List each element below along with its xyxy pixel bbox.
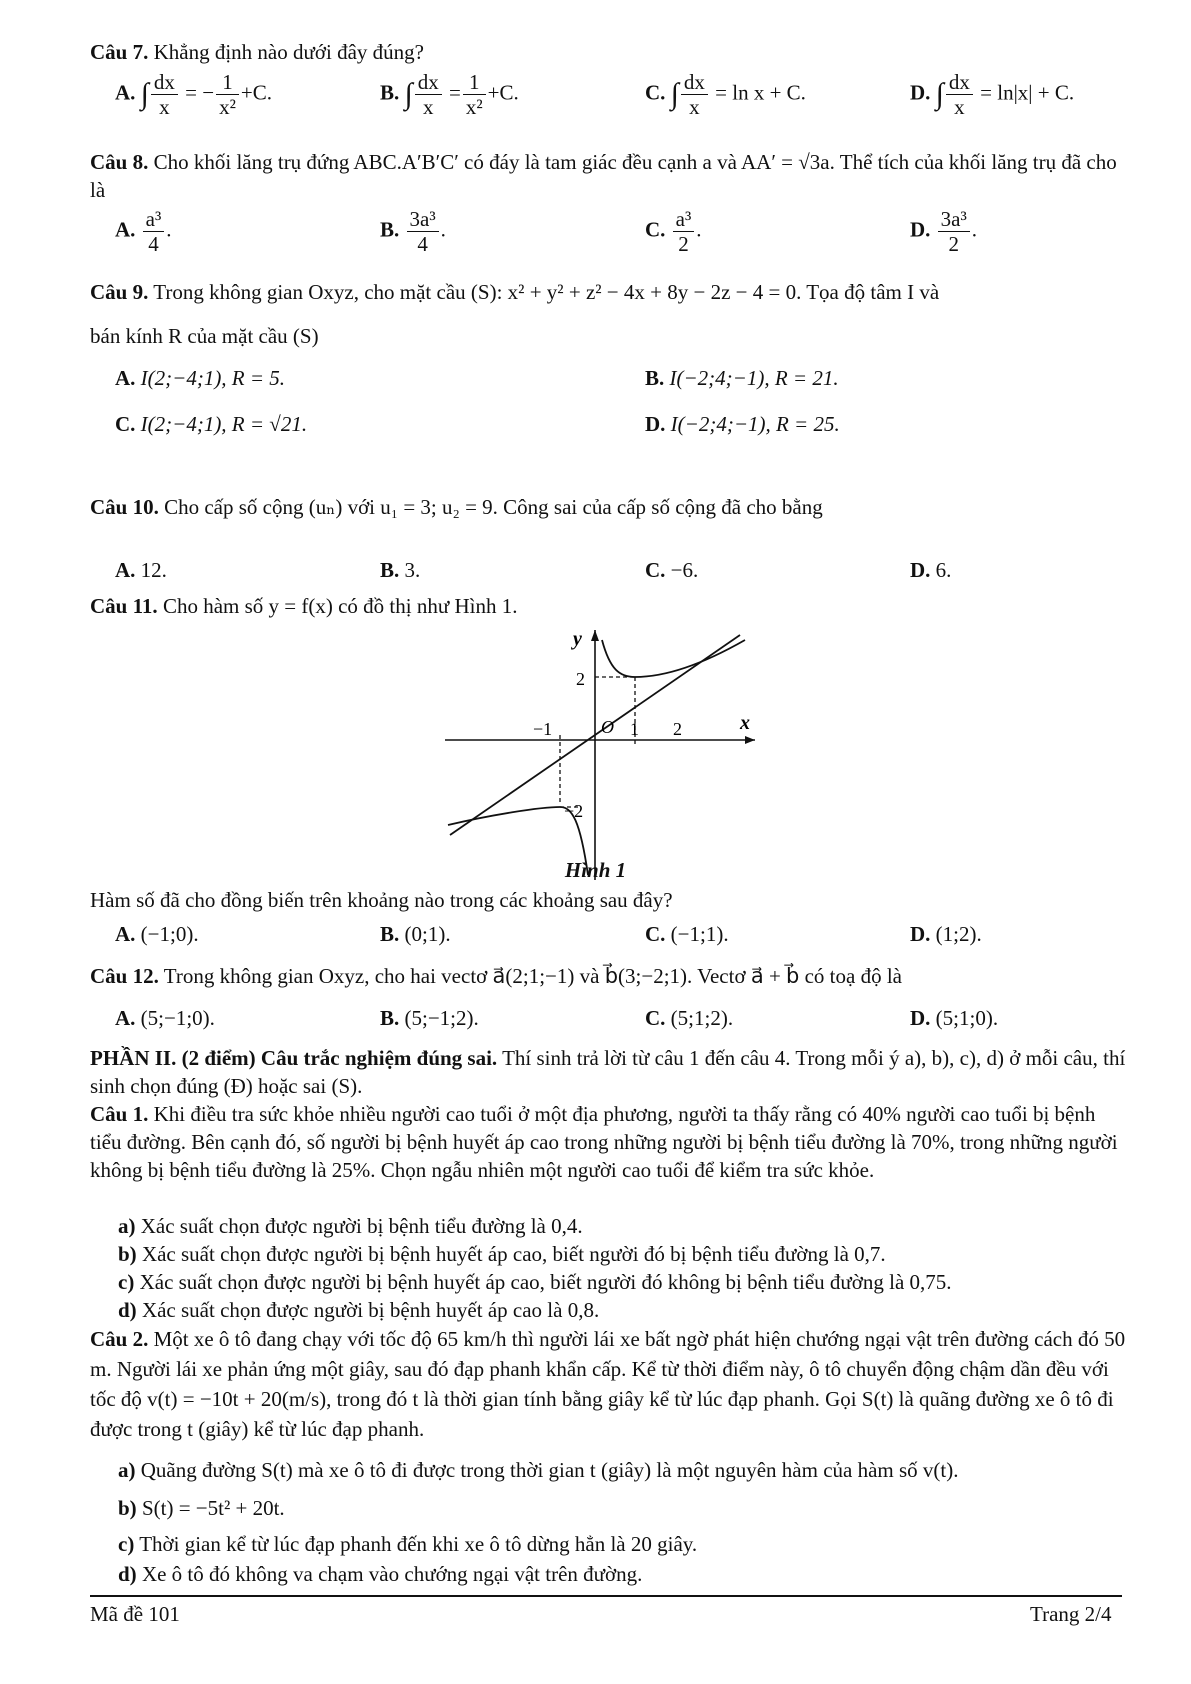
question-10 bbox=[90, 493, 1120, 521]
question-11-options bbox=[115, 920, 1175, 950]
origin-label: O bbox=[601, 717, 614, 737]
question-11-option-c: C. (−1;1). bbox=[645, 922, 729, 946]
question-10-option-c: C. −6. bbox=[645, 558, 699, 582]
part-2-text: Thí sinh trả lời từ câu 1 đến câu 4. Trong mỗi ý a), b), c), d) ở mỗi câu, thí sinh chọn đúng (Đ) hoặc sai (S). bbox=[90, 1046, 1126, 1098]
question-9-option-b: B. I(−2;4;−1), R = 21. bbox=[645, 366, 839, 390]
question-10-text: Cho cấp số cộng (uₙ) với u₁ = 3; u₂ = 9. Công sai của cấp số cộng đã cho bằng bbox=[164, 495, 823, 519]
part-2-question-1 bbox=[90, 1100, 1130, 1184]
question-7-option-d: D. ∫ $\frac{dx}{x}$ = ln|x| + C. bbox=[910, 70, 1075, 119]
part-2-question-1-head: Câu 1. bbox=[90, 1102, 149, 1126]
question-9-options-row1 bbox=[115, 364, 1175, 394]
part-2-question-2-item-a: a) Quãng đường S(t) mà xe ô tô đi được trong thời gian t (giây) là một nguyên hàm của hàm số v(t). bbox=[118, 1458, 959, 1482]
question-7-option-a: A. ∫ $\frac{dx}{x}$ = − $\frac{1}{\text{x²}}$ +C. bbox=[115, 70, 272, 119]
tick-label-x-neg1: −1 bbox=[533, 719, 553, 739]
footer-divider bbox=[90, 1595, 1122, 1597]
question-11-text: Cho hàm số y = f(x) có đồ thị như Hình 1. bbox=[162, 594, 518, 618]
question-12-options bbox=[115, 1004, 1175, 1034]
question-9-option-c: C. I(2;−4;1), R = √21. bbox=[115, 412, 308, 436]
question-9-head: Câu 9. bbox=[90, 280, 149, 304]
figure-hinh-1 bbox=[440, 625, 760, 885]
question-10-options bbox=[115, 556, 1175, 586]
question-9-options-row2 bbox=[115, 410, 1175, 440]
question-9-option-d: D. I(−2;4;−1), R = 25. bbox=[645, 412, 840, 436]
question-10-option-a: A. 12. bbox=[115, 558, 167, 582]
question-7-text: Khẳng định nào dưới đây đúng? bbox=[153, 40, 424, 64]
question-12-text: Trong không gian Oxyz, cho hai vectơ a⃗(2;1;−1) và b⃗(3;−2;1). Vectơ a⃗ + b⃗ có toạ độ là bbox=[163, 964, 902, 988]
question-7-option-b: B. ∫ $\frac{dx}{x}$ = $\frac{1}{\text{x²}}$ +C. bbox=[380, 70, 519, 119]
part-2-question-1-item-b: b) Xác suất chọn được người bị bệnh huyết áp cao, biết người đó bị bệnh tiểu đường là 0,7. bbox=[118, 1242, 886, 1266]
question-12-option-c: C. (5;1;2). bbox=[645, 1006, 734, 1030]
part-2-question-2-item-b: b) S(t) = −5t² + 20t. bbox=[118, 1496, 285, 1520]
figure-caption: Hình 1 bbox=[564, 858, 627, 882]
part-2-question-2-text: Một xe ô tô đang chạy với tốc độ 65 km/h thì người lái xe bất ngờ phát hiện chướng ngại vật trên đường cách đó 50 m. Người lái xe phản ứng một giây, sau đó đạp phanh khẩn cấp. Kể từ thời điểm này, ô tô chuyển động chậm dần đều với tốc độ v(t) = −10t + 20(m/s), trong đó t là thời gian tính bằng giây kể từ lúc đạp phanh. Gọi S(t) là quãng đường xe ô tô đi được trong t (giây) kể từ lúc đạp phanh. bbox=[90, 1327, 1126, 1441]
tick-label-y-2: 2 bbox=[576, 669, 585, 689]
question-11-option-a: A. (−1;0). bbox=[115, 922, 199, 946]
question-9-text: Trong không gian Oxyz, cho mặt cầu (S): x² + y² + z² − 4x + 8y − 2z − 4 = 0. Tọa độ tâm I và bbox=[153, 280, 940, 304]
question-11-option-b: B. (0;1). bbox=[380, 922, 451, 946]
part-2-question-2-item-c: c) Thời gian kể từ lúc đạp phanh đến khi xe ô tô dừng hẳn là 20 giây. bbox=[118, 1532, 698, 1556]
question-10-head: Câu 10. bbox=[90, 495, 159, 519]
question-9-option-a: A. I(2;−4;1), R = 5. bbox=[115, 366, 286, 390]
question-12 bbox=[90, 962, 1120, 990]
part-2-question-2 bbox=[90, 1324, 1130, 1444]
question-8-option-b: B. $\frac{\text{3a³}}{4}$ . bbox=[380, 207, 446, 256]
y-axis-arrow-icon bbox=[591, 630, 599, 641]
part-2-question-1-text: Khi điều tra sức khỏe nhiều người cao tuổi ở một địa phương, người ta thấy rằng có 40% người cao tuổi bị bệnh tiểu đường. Bên cạnh đó, số người bị bệnh huyết áp cao trong những người bị bệnh tiểu đường là 70%, trong những người không bị bệnh tiểu đường là 25%. Chọn ngẫu nhiên một người cao tuổi để kiểm tra sức khỏe. bbox=[90, 1102, 1118, 1182]
question-9-text2: bán kính R của mặt cầu (S) bbox=[90, 324, 319, 348]
part-2-header bbox=[90, 1044, 1130, 1100]
question-12-option-d: D. (5;1;0). bbox=[910, 1006, 999, 1030]
question-8 bbox=[90, 148, 1120, 204]
part-2-question-1-item-c: c) Xác suất chọn được người bị bệnh huyết áp cao, biết người đó không bị bệnh tiểu đường là 0,75. bbox=[118, 1270, 952, 1294]
question-8-text: Cho khối lăng trụ đứng ABC.A′B′C′ có đáy là tam giác đều cạnh a và AA′ = √3a. Thể tích của khối lăng trụ đã cho là bbox=[90, 150, 1117, 202]
question-7-head: Câu 7. bbox=[90, 40, 149, 64]
question-7-option-c: C. ∫ $\frac{dx}{x}$ = ln x + C. bbox=[645, 70, 806, 119]
question-11-question: Hàm số đã cho đồng biến trên khoảng nào trong các khoảng sau đây? bbox=[90, 888, 673, 912]
question-8-options bbox=[115, 207, 1175, 267]
part-2-question-2-item-d: d) Xe ô tô đó không va chạm vào chướng ngại vật trên đường. bbox=[118, 1562, 643, 1586]
tick-label-x-2: 2 bbox=[673, 719, 682, 739]
tick-label-y-neg2: −2 bbox=[564, 801, 584, 821]
question-9 bbox=[90, 278, 1120, 306]
question-8-option-a: A. $\frac{\text{a³}}{4}$ . bbox=[115, 207, 172, 256]
part-2-question-1-item-a: a) Xác suất chọn được người bị bệnh tiểu đường là 0,4. bbox=[118, 1214, 583, 1238]
question-7-options bbox=[115, 70, 1175, 130]
question-8-head: Câu 8. bbox=[90, 150, 149, 174]
y-axis-label: y bbox=[573, 628, 582, 650]
part-2-question-1-item-d: d) Xác suất chọn được người bị bệnh huyết áp cao là 0,8. bbox=[118, 1298, 600, 1322]
x-axis-label: x bbox=[740, 712, 750, 734]
footer-exam-code: Mã đề 101 bbox=[90, 1602, 180, 1626]
question-12-option-a: A. (5;−1;0). bbox=[115, 1006, 215, 1030]
tick-label-x-1: 1 bbox=[630, 719, 639, 739]
question-10-option-d: D. 6. bbox=[910, 558, 952, 582]
part-2-head: PHẦN II. (2 điểm) Câu trắc nghiệm đúng sai. bbox=[90, 1046, 498, 1070]
question-11 bbox=[90, 592, 1120, 620]
question-8-option-d: D. $\frac{\text{3a³}}{2}$ . bbox=[910, 207, 978, 256]
question-12-option-b: B. (5;−1;2). bbox=[380, 1006, 479, 1030]
question-10-option-b: B. 3. bbox=[380, 558, 421, 582]
footer-page-number: Trang 2/4 bbox=[1030, 1602, 1112, 1626]
question-11-option-d: D. (1;2). bbox=[910, 922, 982, 946]
x-axis-arrow-icon bbox=[745, 736, 755, 744]
question-8-option-c: C. $\frac{\text{a³}}{2}$ . bbox=[645, 207, 702, 256]
question-11-head: Câu 11. bbox=[90, 594, 158, 618]
part-2-question-2-head: Câu 2. bbox=[90, 1327, 149, 1351]
question-7 bbox=[90, 38, 1120, 66]
question-12-head: Câu 12. bbox=[90, 964, 159, 988]
